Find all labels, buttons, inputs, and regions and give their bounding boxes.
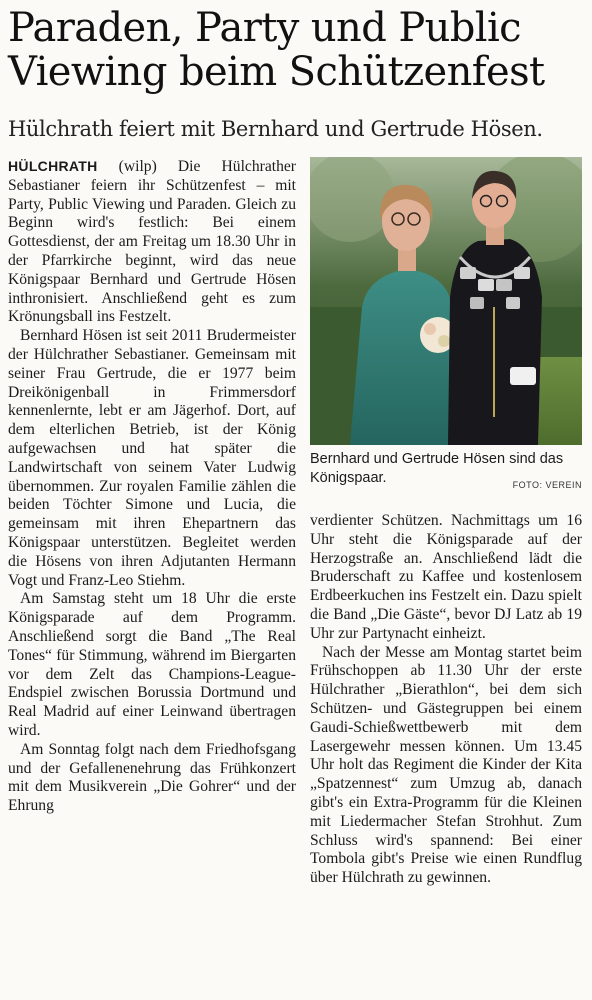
paragraph: Am Sonntag folgt nach dem Friedhofsgang und der Gefallenenehrung das Frühkonzert mit dem Musikverein „Die Gohrer“ und der Ehrung (8, 740, 296, 815)
photo-caption: Bernhard und Gertrude Hösen sind das Königspaar. (310, 451, 564, 486)
paragraph: HÜLCHRATH (wilp) Die Hülchrather Sebastianer feiern ihr Schützenfest – mit Party, Public Viewing und Paraden. Gleich zu Beginn wird's festlich: Bei einem Gottesdienst, der am Freitag um 18.30 Uhr in der Pfarrkirche beginnt, wird das neue Königspaar Bernhard und Gertrude Hösen inthronisiert. Anschließend geht es zum Krönungsball ins Festzelt. (8, 158, 296, 326)
paragraph: Nach der Messe am Montag startet beim Frühschoppen ab 11.30 Uhr der erste Hülchrather „Bierathlon“, bei dem sich Schützen- und Gästegruppen bei einem Gaudi-Schießwettbewerb mit dem Lasergewehr messen können. Um 13.45 Uhr holt das Regiment die Kinder der Kita „Spatzennest“ zum Umzug ab, danach gibt's ein Extra-Programm für die Kleinen mit Liedermacher Stefan Strohhut. Zum Schluss wird's spannend: Bei einer Tombola gibt's Preise wie einen Rundflug über Hülchrath zu gewinnen. (310, 643, 582, 887)
dateline: HÜLCHRATH (8, 158, 98, 174)
headline-line-1: Paraden, Party und Public (8, 5, 521, 51)
photo-credit: FOTO: VEREIN (512, 480, 582, 490)
subtitle: Hülchrath feiert mit Bernhard und Gertrude Hösen. (8, 117, 543, 141)
article-right-column (310, 512, 582, 888)
article-left-column (8, 157, 296, 816)
royal-couple-photo (310, 157, 582, 445)
headline (8, 6, 588, 94)
paragraph: verdienter Schützen. Nachmittags um 16 Uhr steht die Königsparade auf der Herzogstraße an. Anschließend lädt die Bruderschaft zu Kaffee und kostenlosem Erdbeerkuchen ins Festzelt ein. Dazu spielt die Band „Die Gäste“, bevor DJ Latz ab 19 Uhr zur Partynacht einheizt. (310, 512, 582, 642)
paragraph: Bernhard Hösen ist seit 2011 Brudermeister der Hülchrather Sebastianer. Gemeinsam mit seiner Frau Gertrude, die er 1977 beim Dreikönigenball in Frimmersdorf kennenlernte, lebt er am Jägerhof. Dort, auf dem elterlichen Betrieb, ist der König aufgewachsen und hat später die Landwirtschaft von seinem Vater Ludwig übernommen. Zur royalen Familie zählen die beiden Töchter Simone und Lucia, die gemeinsam mit ihren Ehepartnern das Königspaar unterstützen. Begleitet werden die Hösens von ihren Adjutanten Hermann Vogt und Franz-Leo Stiehm. (8, 327, 296, 589)
headline-line-2: Viewing beim Schützenfest (8, 49, 545, 95)
paragraph: Am Samstag steht um 18 Uhr die erste Königsparade auf dem Programm. Anschließend sorgt die Band „The Real Tones“ für Stimmung, während im Biergarten vor dem Zelt das Champions-League-Endspiel zwischen Borussia Dortmund und Real Madrid auf einer Leinwand übertragen wird. (8, 590, 296, 739)
